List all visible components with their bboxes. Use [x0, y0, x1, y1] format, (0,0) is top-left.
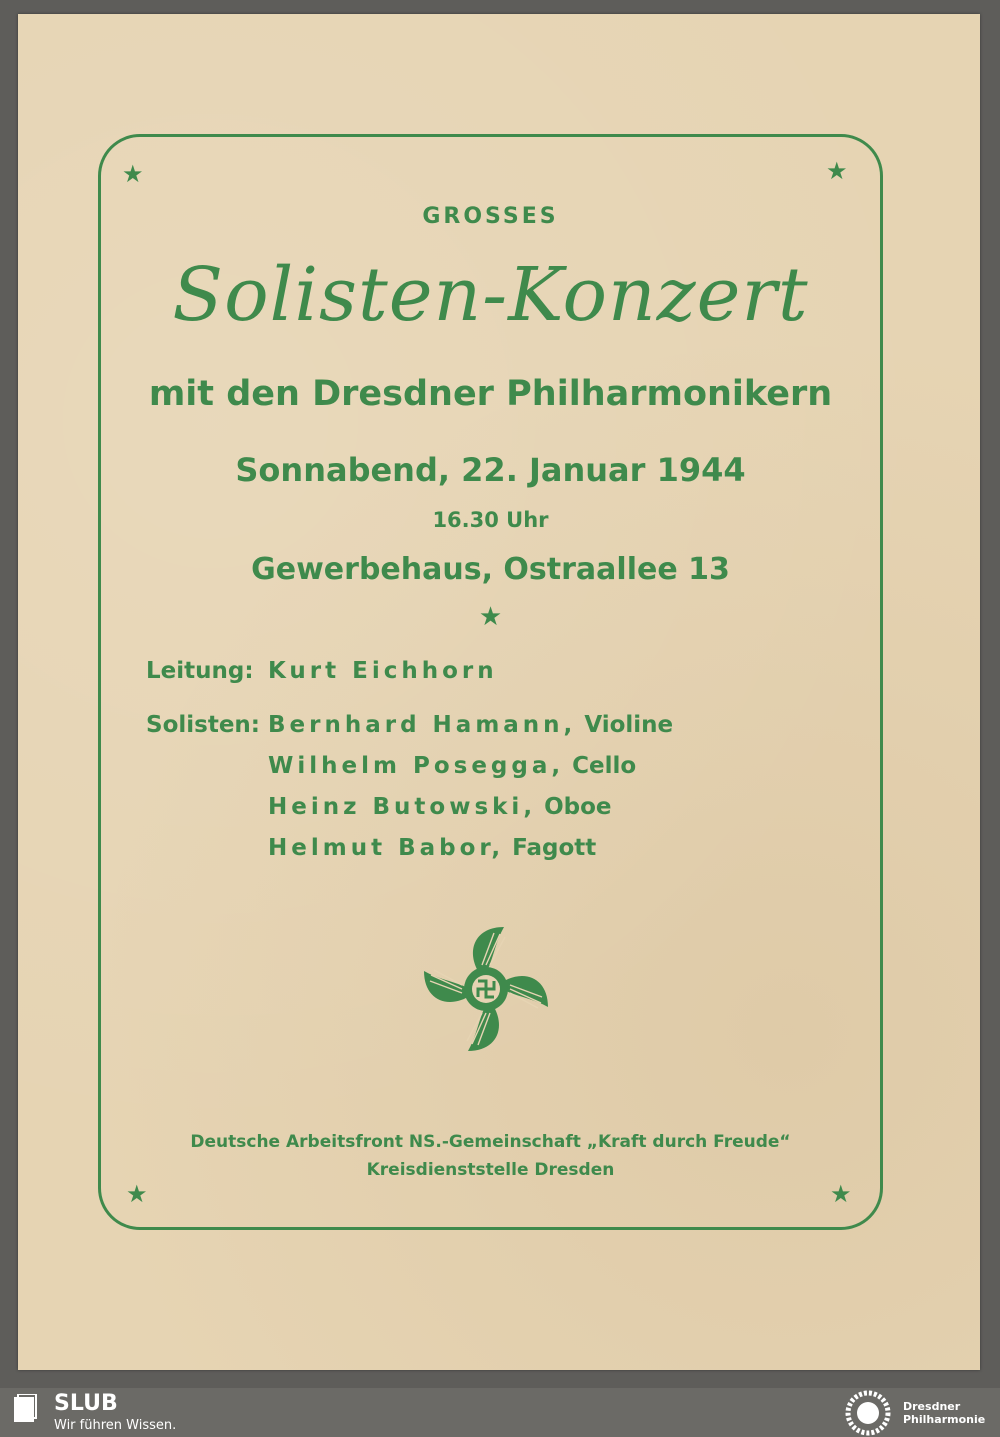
soloist-row [268, 794, 612, 820]
soloist-row [268, 712, 673, 738]
soloist-instrument: Oboe [544, 794, 612, 820]
event-time: 16.30 Uhr [432, 508, 549, 532]
viewer-footer-bar [0, 1388, 1000, 1437]
event-venue: Gewerbehaus, Ostraallee 13 [251, 552, 730, 587]
slub-logo-icon [12, 1394, 38, 1424]
library-tagline: Wir führen Wissen. [54, 1418, 177, 1433]
soloist-row [268, 835, 596, 861]
concert-flyer [18, 14, 980, 1370]
conductor-name: Kurt Eichhorn [268, 658, 498, 684]
subtitle: mit den Dresdner Philharmonikern [148, 374, 833, 414]
orchestra-name-line2: Philharmonie [903, 1413, 986, 1426]
pre-title: GROSSES [422, 204, 559, 229]
dresdner-philharmonie-logo-icon [845, 1390, 891, 1436]
conductor-label: Leitung: [146, 658, 254, 684]
soloists-label: Solisten: [146, 712, 260, 738]
soloist-instrument: Cello [572, 753, 637, 779]
organizer-line: Deutsche Arbeitsfront NS.-Gemeinschaft „Kraft durch Freude“ [190, 1132, 791, 1152]
soloist-name: Wilhelm Posegga, [268, 753, 565, 779]
soloist-name: Heinz Butowski, [268, 794, 537, 820]
star-icon: ★ [126, 1180, 148, 1208]
star-icon: ★ [830, 1180, 852, 1208]
star-icon: ★ [478, 602, 503, 632]
soloist-name: Helmut Babor, [268, 835, 505, 861]
page-title: Solisten-Konzert [172, 252, 809, 338]
organizer-office: Kreisdienststelle Dresden [366, 1160, 615, 1180]
star-icon: ★ [826, 157, 848, 185]
library-name: SLUB [54, 1391, 118, 1416]
star-icon: ★ [122, 160, 144, 188]
kdf-emblem-icon [416, 919, 556, 1059]
soloist-row [268, 753, 636, 779]
soloist-instrument: Violine [584, 712, 674, 738]
soloist-name: Bernhard Hamann, [268, 712, 577, 738]
orchestra-name-line1: Dresdner [903, 1400, 961, 1413]
soloist-instrument: Fagott [512, 835, 597, 861]
event-date: Sonnabend, 22. Januar 1944 [235, 451, 746, 489]
